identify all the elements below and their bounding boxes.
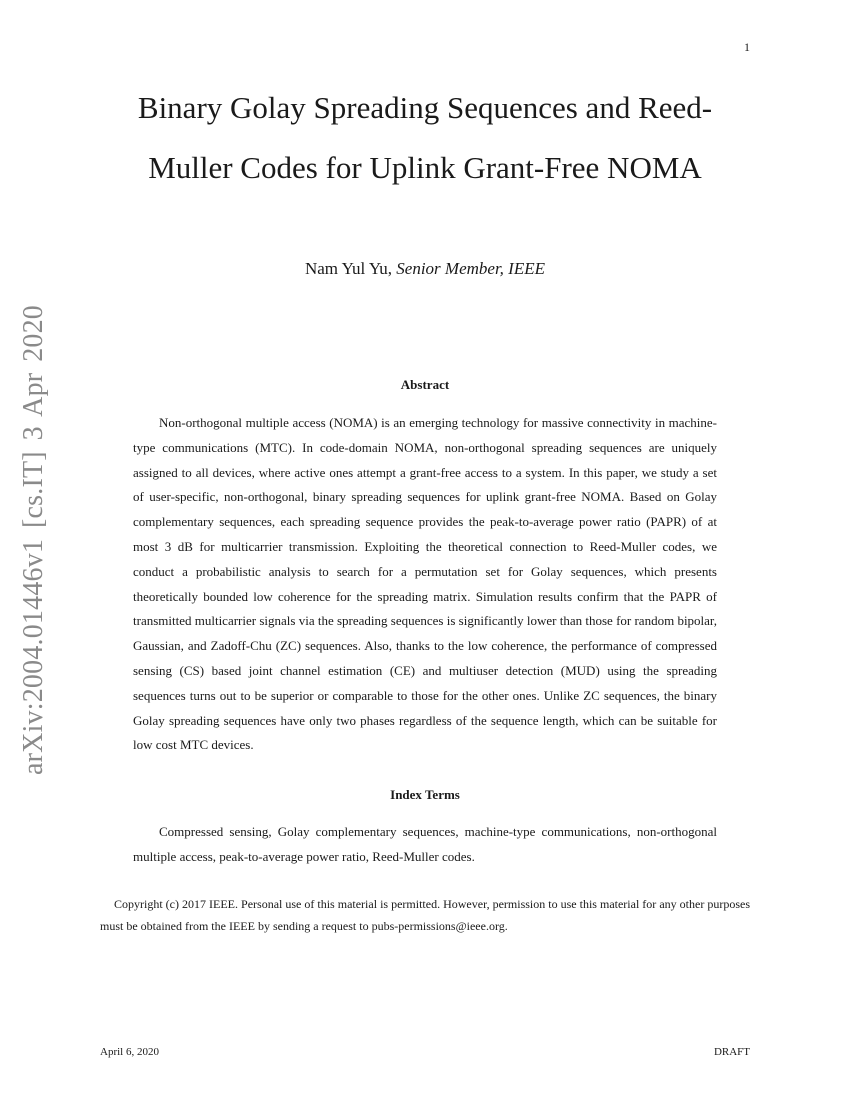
author-affiliation: Senior Member, IEEE — [396, 259, 545, 278]
copyright-notice: Copyright (c) 2017 IEEE. Personal use of this material is permitted. However, permission to use this material for any other purposes must be obtained from the IEEE by sending a request to pubs-permissions@ieee.org. — [100, 897, 750, 933]
arxiv-watermark: arXiv:2004.01446v1 [cs.IT] 3 Apr 2020 — [18, 305, 49, 775]
abstract-heading: Abstract — [400, 377, 450, 392]
abstract-body: Non-orthogonal multiple access (NOMA) is an emerging technology for massive connectivity in machine-type communications (MTC). In code-domain NOMA, non-orthogonal spreading sequences are uniquely assigned to all devices, where active ones attempt a grant-free access to a system. In this paper, we study a set of user-specific, non-orthogonal, binary spreading sequences for uplink grant-free NOMA. Based on Golay complementary sequences, each spreading sequence provides the peak-to-average power ratio (PAPR) of at most 3 dB for multicarrier transmission. Exploiting the theoretical connection to Reed-Muller codes, we conduct a probabilistic analysis to search for a permutation set for Golay sequences, which presents theoretically bounded low coherence for the spreading matrix. Simulation results confirm that the PAPR of transmitted multicarrier signals via the spreading sequences is significantly lower than those for random bipolar, Gaussian, and Zadoff-Chu (ZC) sequences. Also, thanks to the low coherence, the performance of compressed sensing (CS) based joint channel estimation (CE) and multiuser detection (MUD) using the spreading sequences turns out to be superior or comparable to those for the other ones. Unlike ZC sequences, the binary Golay spreading sequences have only two phases regardless of the sequence length, which can be suitable for low cost MTC devices. — [133, 415, 717, 753]
page-number: 1 — [744, 40, 750, 54]
index-terms-body: Compressed sensing, Golay complementary sequences, machine-type communications, non-orthogonal multiple access, peak-to-average power ratio, Reed-Muller codes. — [133, 824, 717, 864]
author-line — [100, 259, 750, 279]
author-name: Nam Yul Yu, — [304, 259, 393, 278]
footer-draft-label: DRAFT — [713, 1046, 750, 1058]
footer-date: April 6, 2020 — [100, 1046, 159, 1058]
paper-title: Binary Golay Spreading Sequences and Reed-Muller Codes for Uplink Grant-Free NOMA — [137, 90, 713, 185]
index-terms-heading: Index Terms — [390, 787, 460, 802]
